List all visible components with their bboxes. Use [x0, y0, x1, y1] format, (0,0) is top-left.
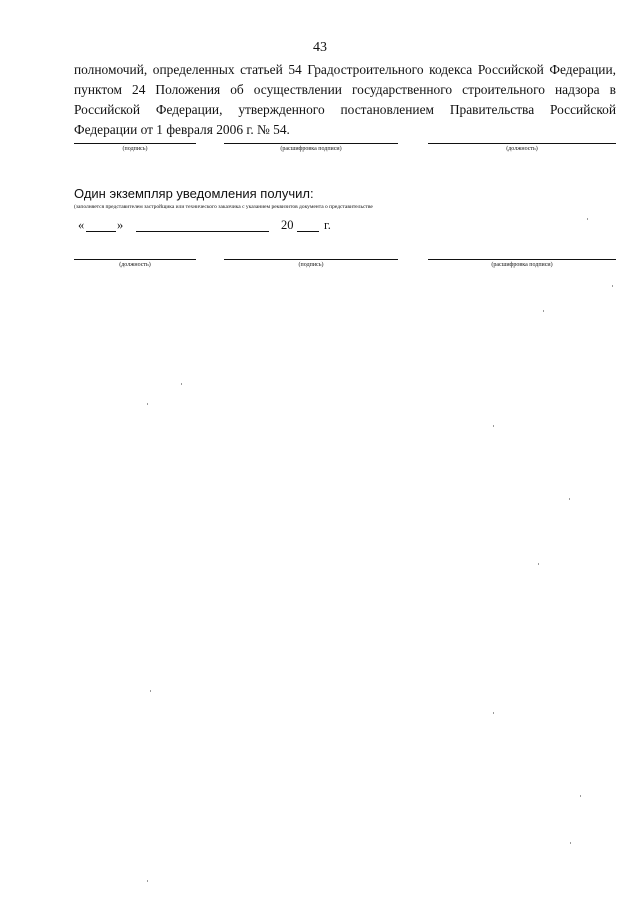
- position-line: [74, 259, 196, 260]
- year-blank: [297, 231, 319, 232]
- scan-speck: [493, 425, 494, 427]
- signature-caption: (подпись): [298, 262, 324, 268]
- scan-speck: [538, 563, 539, 565]
- receipt-note: (заполняется представителем застройщика или технического заказчика с указанием реквизитов документа о представительстве: [74, 204, 373, 210]
- scan-speck: [569, 498, 570, 500]
- signature-line: [74, 143, 196, 144]
- day-blank: [86, 231, 116, 232]
- year-suffix: г.: [324, 218, 331, 232]
- scan-speck: [612, 285, 613, 287]
- scan-speck: [587, 218, 588, 220]
- decoding-line: [224, 143, 398, 144]
- decoding-caption: (расшифровка подписи): [491, 262, 553, 268]
- scan-speck: [570, 842, 571, 844]
- position-line: [428, 143, 616, 144]
- open-quote: «: [78, 218, 85, 232]
- month-blank: [136, 231, 269, 232]
- signature-line: [224, 259, 398, 260]
- scan-speck: [493, 712, 494, 714]
- scan-speck: [147, 880, 148, 882]
- signature-caption: (подпись): [122, 146, 148, 152]
- position-caption: (должность): [506, 146, 538, 152]
- position-caption: (должность): [119, 262, 151, 268]
- scan-speck: [543, 310, 544, 312]
- decoding-caption: (расшифровка подписи): [280, 146, 342, 152]
- close-quote: »: [117, 218, 124, 232]
- scan-speck: [147, 403, 148, 405]
- scan-speck: [580, 795, 581, 797]
- page-number: 43: [313, 40, 327, 55]
- year-prefix: 20: [281, 218, 294, 232]
- scan-speck: [181, 383, 182, 385]
- receipt-heading: Один экземпляр уведомления получил:: [74, 186, 314, 201]
- body-paragraph: полномочий, определенных статьей 54 Градостроительного кодекса Российской Федерации, пунктом 24 Положения об осуществлении государственного строительного надзора в Российской Федерации, утвержденного постановлением Правительства Российской Федерации от 1 февраля 2006 г. № 54.: [74, 62, 616, 137]
- decoding-line: [428, 259, 616, 260]
- scan-speck: [150, 690, 151, 692]
